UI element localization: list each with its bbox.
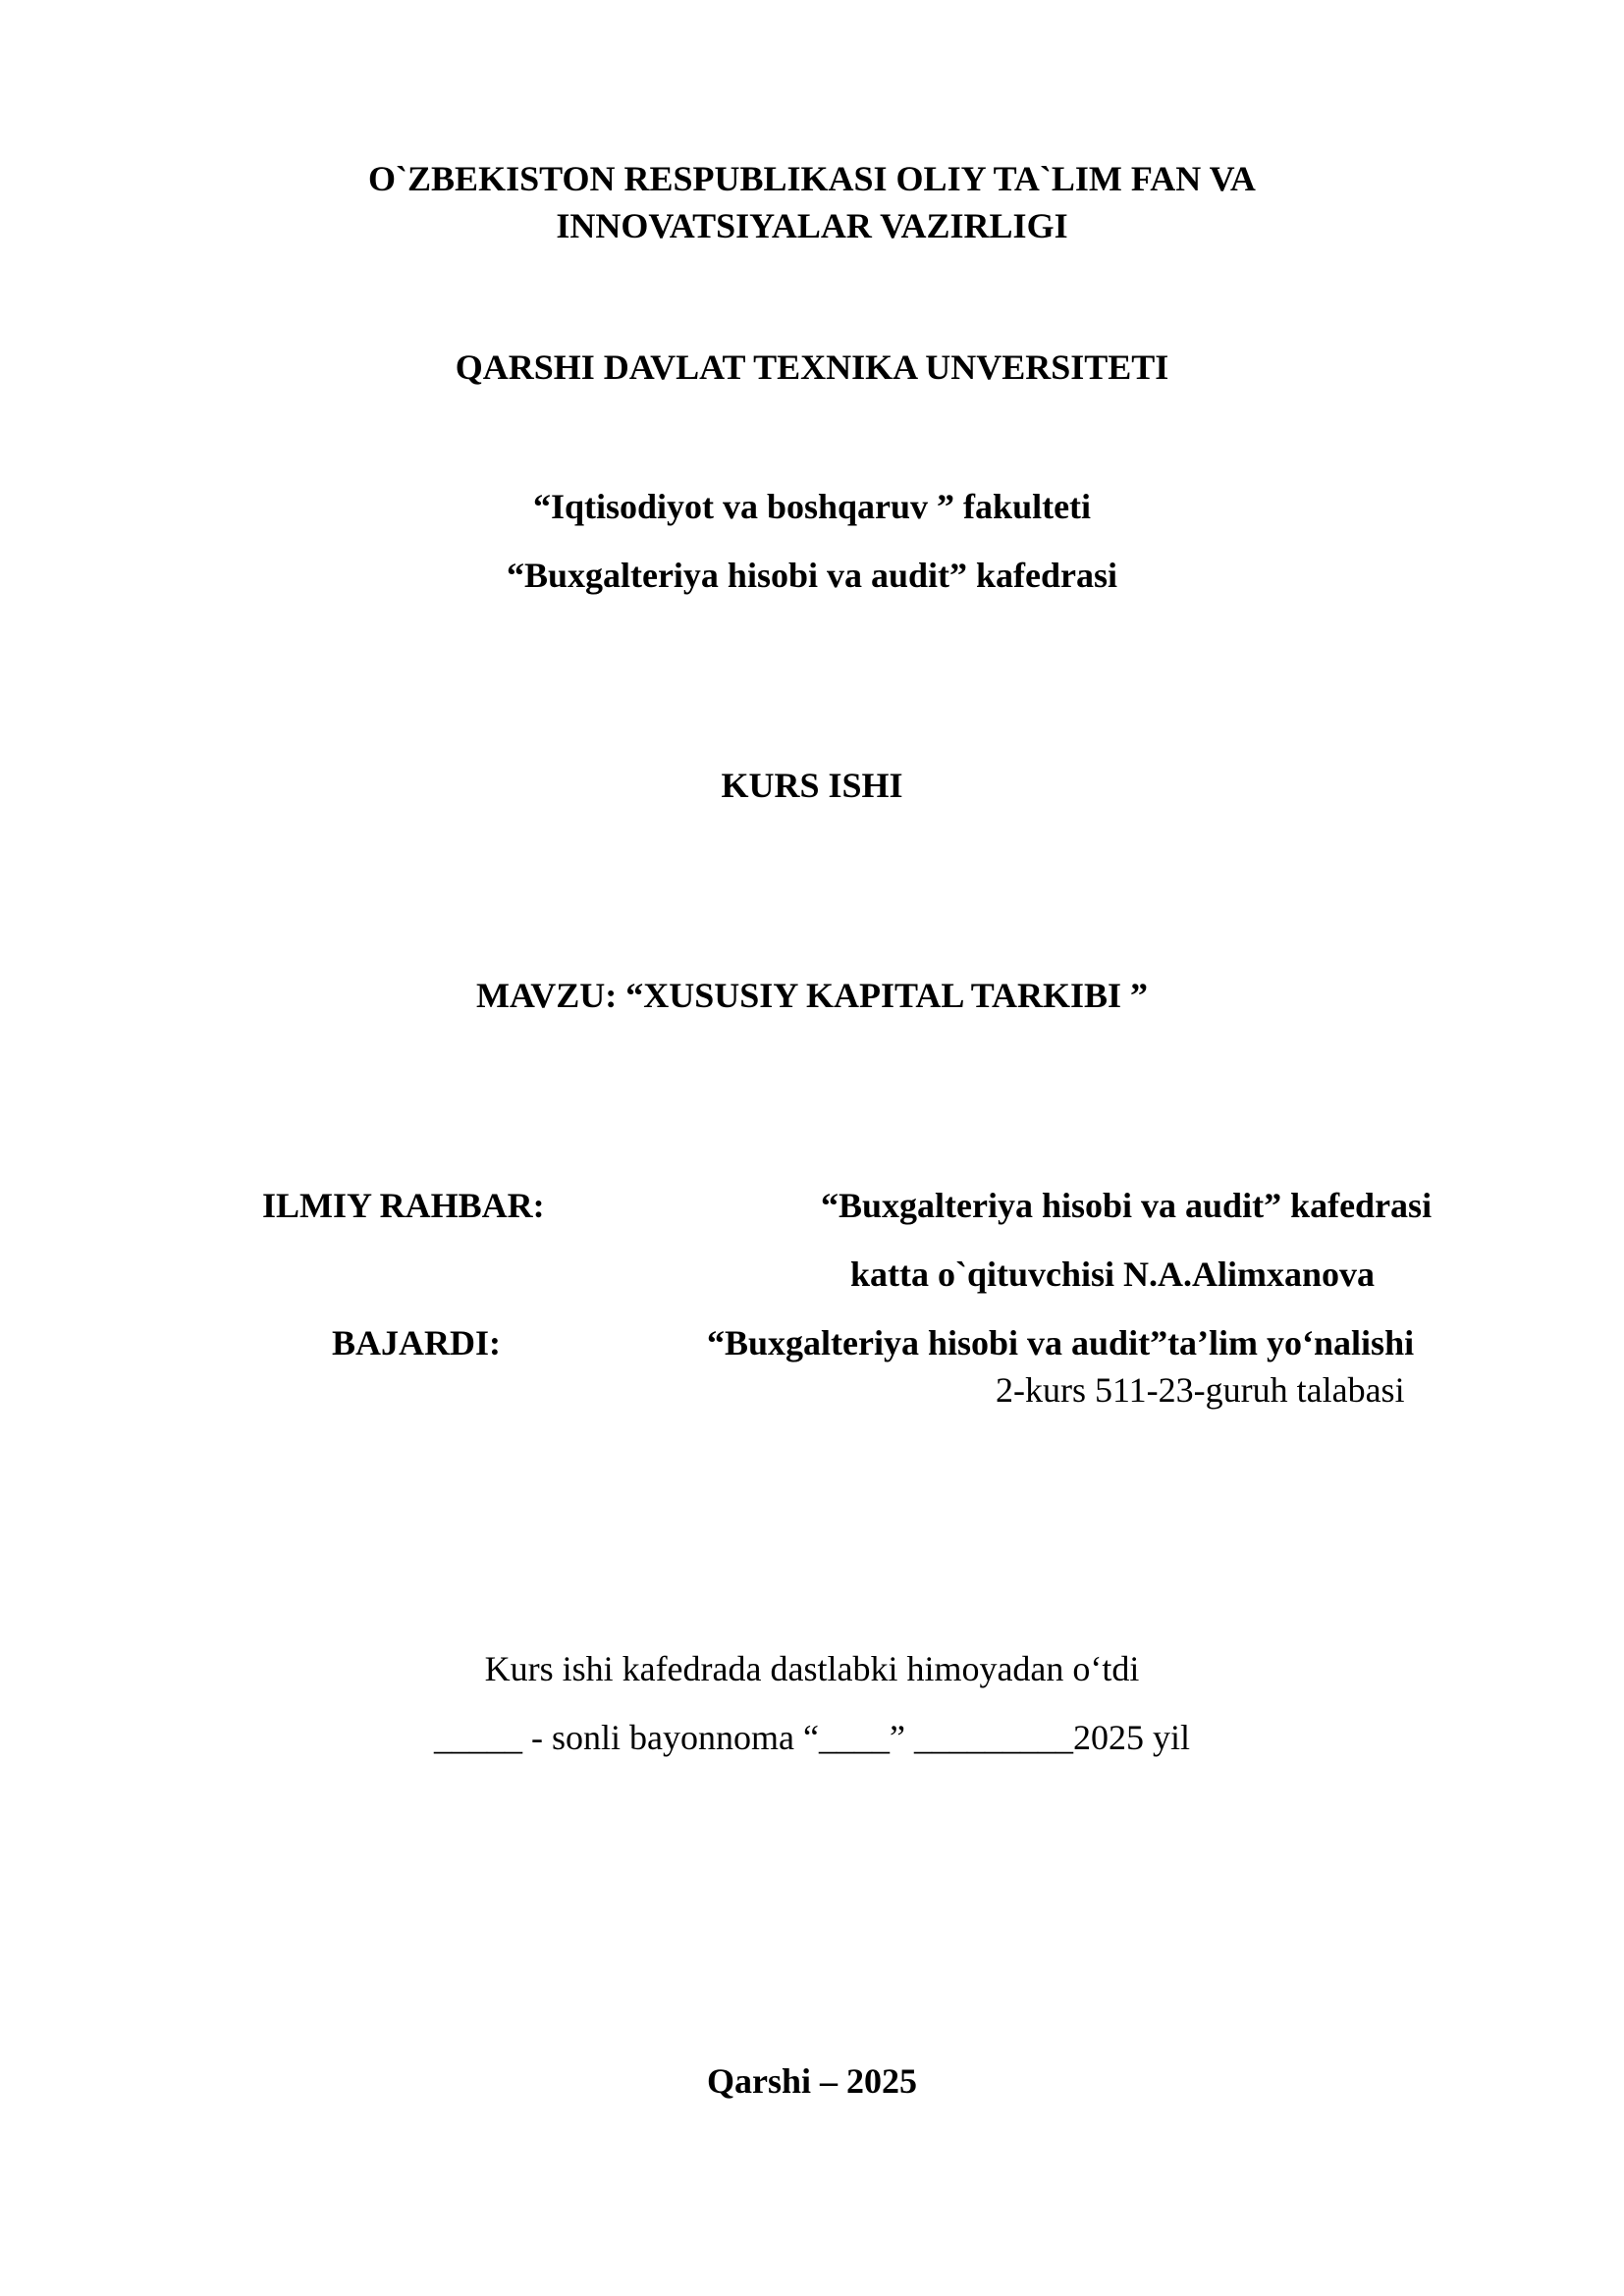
ministry-line-2: INNOVATSIYALAR VAZIRLIGI — [556, 206, 1068, 245]
document-type: KURS ISHI — [721, 766, 903, 805]
supervisor-label: ILMIY RAHBAR: — [262, 1186, 545, 1225]
performer-group: 2-kurs 511-23-guruh talabasi — [996, 1370, 1405, 1410]
supervisor-name: katta o`qituvchisi N.A.Alimxanova — [850, 1255, 1376, 1294]
performer-label: BAJARDI: — [332, 1323, 502, 1362]
supervisor-department: “Buxgalteriya hisobi va audit” kafedrasi — [821, 1186, 1433, 1225]
defense-statement: Kurs ishi kafedrada dastlabki himoyadan o‘tdi — [484, 1649, 1140, 1688]
ministry-line-1: O`ZBEKISTON RESPUBLIKASI OLIY TA`LIM FAN VA — [368, 159, 1256, 198]
performer-direction: “Buxgalteriya hisobi va audit”ta’lim yo‘nalishi — [707, 1323, 1415, 1362]
place-and-year: Qarshi – 2025 — [706, 2061, 917, 2101]
topic-title: MAVZU: “XUSUSIY KAPITAL TARKIBI ” — [475, 976, 1149, 1015]
department-name: “Buxgalteriya hisobi va audit” kafedrasi — [506, 556, 1118, 595]
university-name: QARSHI DAVLAT TEXNIKA UNVERSITETI — [455, 347, 1169, 387]
protocol-line: _____ - sonli bayonnoma “____” _________2025 yil — [434, 1718, 1190, 1757]
faculty-name: “Iqtisodiyot va boshqaruv ” fakulteti — [532, 487, 1092, 526]
